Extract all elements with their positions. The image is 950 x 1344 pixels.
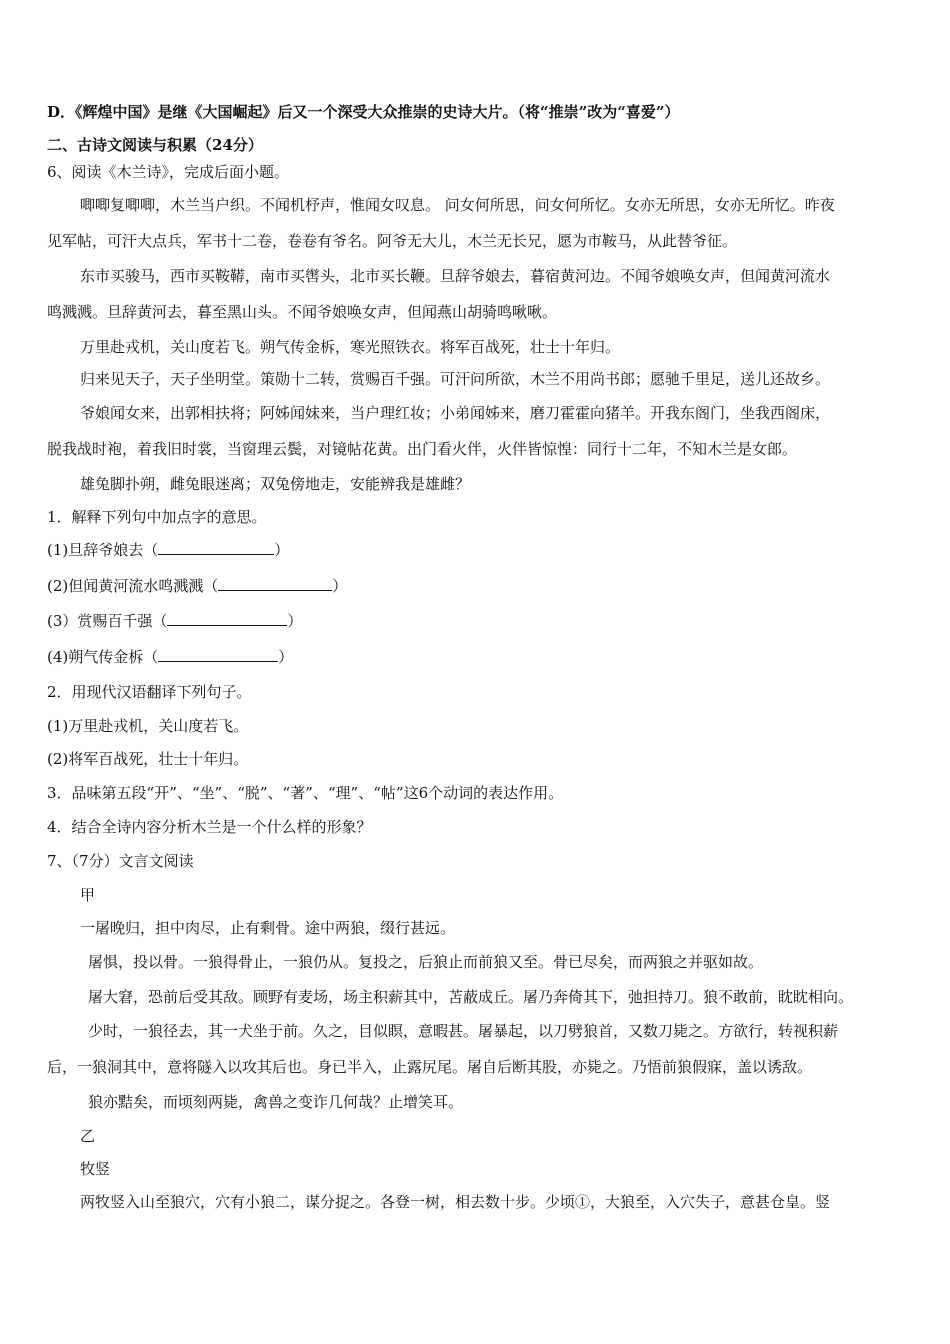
close-paren: ） — [332, 577, 348, 595]
poem-line: 归来见天子，天子坐明堂。策勋十二转，赏赐百千强。可汗问所欲，木兰不用尚书郎；愿驰千里足，送儿还故乡。 — [80, 370, 831, 388]
poem-line: 爷娘闻女来，出郭相扶将；阿姊闻妹来，当户理红妆；小弟闻姊来，磨刀霍霍向猪羊。开我东阁门，坐我西阁床， — [80, 404, 831, 422]
passage-label-jia: 甲 — [80, 886, 96, 904]
poem-line: 见军帖，可汗大点兵，军书十二卷，卷卷有爷名。阿爷无大儿，木兰无长兄，愿为市鞍马，从此替爷征。 — [47, 232, 738, 250]
passage-line: 狼亦黠矣，而顷刻两毙，禽兽之变诈几何哉？止增笑耳。 — [88, 1093, 464, 1111]
passage-line: 屠大窘，恐前后受其敌。顾野有麦场，场主积薪其中，苫蔽成丘。屠乃奔倚其下，弛担持刀。狼不敢前，眈眈相向。 — [88, 988, 854, 1006]
close-paren: ） — [278, 648, 294, 666]
poem-line: 唧唧复唧唧，木兰当户织。不闻机杼声，惟闻女叹息。 问女何所思，问女何所忆。女亦无所思，女亦无所忆。昨夜 — [80, 196, 835, 214]
answer-blank[interactable] — [167, 611, 287, 626]
poem-line: 雄兔脚扑朔，雌兔眼迷离；双兔傍地走，安能辨我是雄雌？ — [80, 475, 471, 493]
passage-label-yi: 乙 — [80, 1127, 96, 1145]
question-1: 1．解释下列句中加点字的意思。 — [47, 508, 267, 526]
section-heading-2: 二、古诗文阅读与积累（24分） — [47, 136, 263, 154]
option-d: D．《辉煌中国》是继《大国崛起》后又一个深受大众推崇的史诗大片。（将“推崇”改为“喜爱”） — [47, 103, 680, 121]
answer-blank[interactable] — [158, 647, 278, 662]
passage-line: 屠惧，投以骨。一狼得骨止，一狼仍从。复投之，后狼止而前狼又至。骨已尽矣，而两狼之并驱如故。 — [88, 953, 764, 971]
question-2-item-2: (2)将军百战死，壮士十年归。 — [47, 750, 249, 768]
question-6-intro: 6、阅读《木兰诗》，完成后面小题。 — [47, 163, 290, 181]
question-1-item-1 — [47, 540, 289, 560]
item-text: (4)朔气传金柝（ — [47, 648, 159, 666]
close-paren: ） — [287, 612, 303, 630]
answer-blank[interactable] — [218, 576, 332, 591]
question-1-item-3 — [47, 611, 302, 631]
question-2-item-1: (1)万里赴戎机，关山度若飞。 — [47, 717, 249, 735]
question-3: 3．品味第五段“开”、“坐”、“脱”、“著”、“理”、“帖”这6个动词的表达作用。 — [47, 784, 564, 802]
passage-line: 一屠晚归，担中肉尽，止有剩骨。途中两狼，缀行甚远。 — [80, 919, 456, 937]
poem-line: 万里赴戎机，关山度若飞。朔气传金柝，寒光照铁衣。将军百战死，壮士十年归。 — [80, 338, 621, 356]
passage-line: 后，一狼洞其中，意将隧入以攻其后也。身已半入，止露尻尾。屠自后断其股，亦毙之。乃悟前狼假寐，盖以诱敌。 — [47, 1058, 813, 1076]
question-4: 4．结合全诗内容分析木兰是一个什么样的形象？ — [47, 818, 372, 836]
question-1-item-4 — [47, 647, 293, 667]
item-text: (3）赏赐百千强（ — [47, 612, 168, 630]
close-paren: ） — [274, 541, 290, 559]
poem-line: 鸣溅溅。旦辞黄河去，暮至黑山头。不闻爷娘唤女声，但闻燕山胡骑鸣啾啾。 — [47, 303, 558, 321]
item-text: (2)但闻黄河流水鸣溅溅（ — [47, 577, 219, 595]
poem-line: 脱我战时袍，着我旧时裳，当窗理云鬓，对镜帖花黄。出门看火伴，火伴皆惊惶：同行十二年，不知木兰是女郎。 — [47, 440, 798, 458]
passage-title: 牧竖 — [80, 1160, 111, 1178]
question-1-item-2 — [47, 576, 347, 596]
passage-line: 两牧竖入山至狼穴，穴有小狼二，谋分捉之。各登一树，相去数十步。少顷①，大狼至，入穴失子，意甚仓皇。竖 — [80, 1193, 831, 1211]
answer-blank[interactable] — [158, 540, 274, 555]
question-2: 2．用现代汉语翻译下列句子。 — [47, 683, 252, 701]
poem-line: 东市买骏马，西市买鞍鞯，南市买辔头，北市买长鞭。旦辞爷娘去，暮宿黄河边。不闻爷娘唤女声，但闻黄河流水 — [80, 267, 831, 285]
passage-line: 少时，一狼径去，其一犬坐于前。久之，目似瞑，意暇甚。屠暴起，以刀劈狼首，又数刀毙之。方欲行，转视积薪 — [88, 1022, 839, 1040]
item-text: (1)旦辞爷娘去（ — [47, 541, 159, 559]
question-7: 7、（7分）文言文阅读 — [47, 852, 194, 870]
